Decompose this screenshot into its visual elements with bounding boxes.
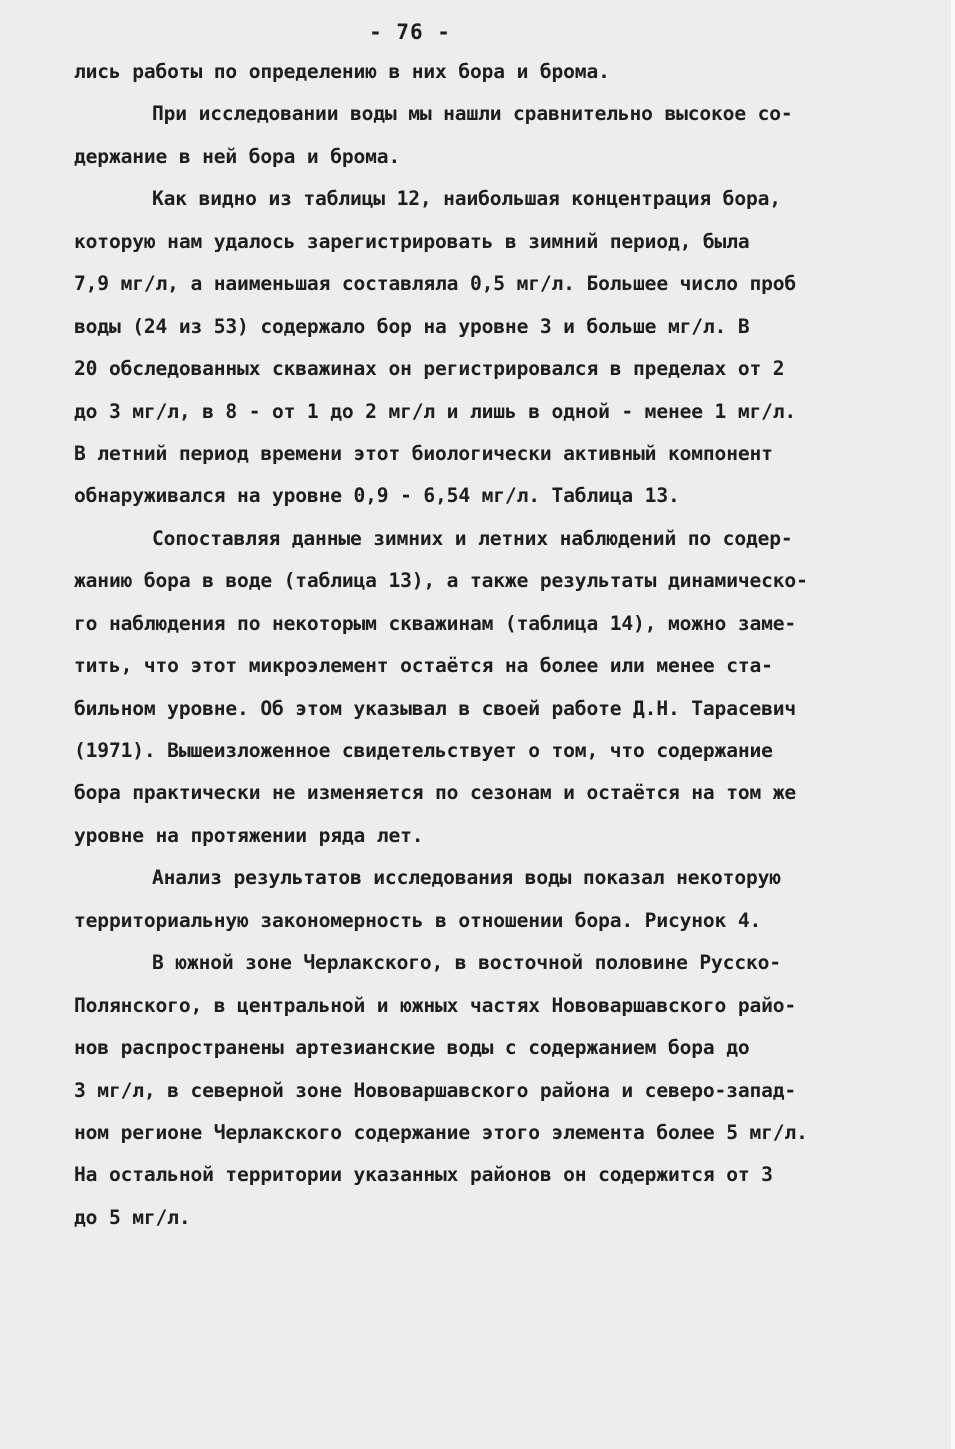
text-line: воды (24 из 53) содержало бор на уровне 3 и больше мг/л. В — [74, 314, 750, 338]
text-line: го наблюдения по некоторым скважинам (таблица 14), можно заме- — [74, 611, 797, 635]
text-line: лись работы по определению в них бора и брома. — [74, 60, 610, 83]
text-line: держание в ней бора и брома. — [74, 144, 401, 168]
text-line: (1971). Вышеизложенное свидетельствует о том, что содержание — [74, 739, 773, 762]
page-edge — [951, 0, 955, 1449]
text-line: В летний период времени этот биологически активный компонент — [74, 441, 773, 465]
text-line: жанию бора в воде (таблица 13), а также результаты динамическо- — [74, 569, 808, 593]
text-line: На остальной территории указанных районов он содержится от 3 — [74, 1163, 773, 1187]
text-line: При исследовании воды мы нашли сравнительно высокое со- — [152, 102, 793, 126]
text-line: ном регионе Черлакского содержание этого элемента более 5 мг/л. — [74, 1120, 808, 1144]
text-line: Анализ результатов исследования воды показал некоторую — [152, 866, 781, 890]
text-line: бильном уровне. Об этом указывал в своей работе Д.Н. Тарасевич — [74, 696, 797, 720]
body-text — [74, 51, 894, 1239]
text-line: 7,9 мг/л, а наименьшая составляла 0,5 мг/л. Большее число проб — [74, 272, 797, 296]
text-line: Как видно из таблицы 12, наибольшая концентрация бора, — [152, 187, 781, 211]
text-line: Полянского, в центральной и южных частях Нововаршавского райо- — [74, 993, 797, 1017]
text-line: уровне на протяжении ряда лет. — [74, 823, 424, 847]
text-line: тить, что этот микроэлемент остаётся на более или менее ста- — [74, 654, 773, 678]
text-line: 3 мг/л, в северной зоне Нововаршавского района и северо-запад- — [74, 1078, 797, 1102]
text-line: до 3 мг/л, в 8 - от 1 до 2 мг/л и лишь в одной - менее 1 мг/л. — [74, 399, 797, 423]
text-line: обнаруживался на уровне 0,9 - 6,54 мг/л. Таблица 13. — [74, 484, 680, 508]
text-line: нов распространены артезианские воды с содержанием бора до — [74, 1036, 750, 1060]
text-line: территориальную закономерность в отношении бора. Рисунок 4. — [74, 908, 762, 932]
text-line: до 5 мг/л. — [74, 1205, 191, 1229]
text-line: Сопоставляя данные зимних и летних наблюдений по содер- — [152, 526, 793, 550]
text-line: В южной зоне Черлакского, в восточной половине Русско- — [152, 951, 781, 975]
text-line: которую нам удалось зарегистрировать в зимний период, была — [74, 229, 750, 253]
text-line: бора практически не изменяется по сезонам и остаётся на том же — [74, 781, 797, 805]
page-number: - 76 - — [369, 20, 451, 44]
text-line: 20 обследованных скважинах он регистрировался в пределах от 2 — [74, 357, 785, 381]
